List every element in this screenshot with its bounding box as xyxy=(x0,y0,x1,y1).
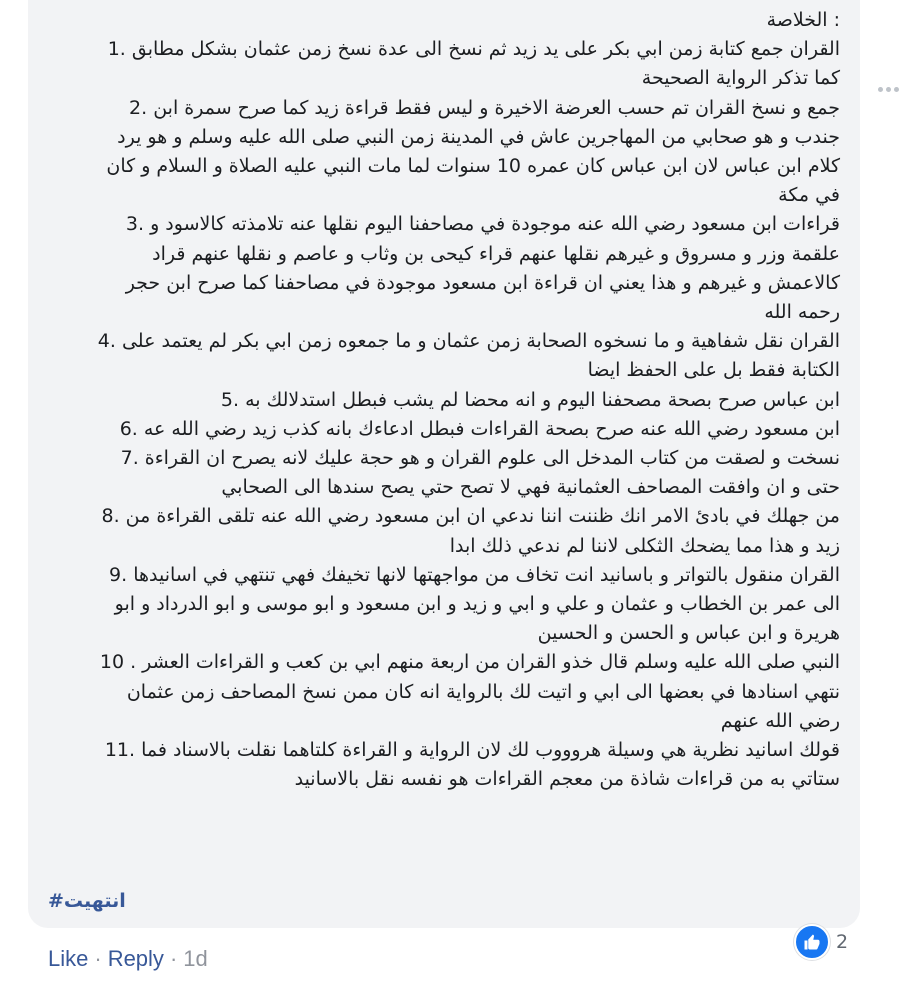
comment-line: القران جمع كتابة زمن ابي بكر على يد زيد ثم نسخ الى عدة نسخ زمن عثمان بشكل مطابق .1 xyxy=(107,38,840,61)
comment-line: كالاعمش و غيرهم و هذا يعني ان قراءة ابن مسعود موجودة في مصاحفنا كما صرح ابن حجر xyxy=(125,271,840,294)
comment-line: قولك اسانيد نظرية هي وسيلة هروووب لك لان الرواية و القراءة كلتاهما نقلت بالاسناد فما .11 xyxy=(104,739,840,762)
reactions-summary[interactable] xyxy=(794,924,848,960)
comment-line: حتى و ان وافقت المصاحف العثمانية فهي لا تصح حتي يصح سندها الى الصحابي xyxy=(221,476,840,499)
comment-line: رحمه الله xyxy=(764,301,840,324)
like-icon xyxy=(794,924,830,960)
comment-line: كما تذكر الرواية الصحيحة xyxy=(641,67,840,90)
comment-line: جمع و نسخ القران تم حسب العرضة الاخيرة و ليس فقط قراءة زيد كما صرح سمرة ابن .2 xyxy=(129,96,840,119)
comment-line: القران منقول بالتواتر و باسانيد انت تخاف من مواجهتها لانها تخيفك فهي تنتهي في اسانيدها .9 xyxy=(109,563,840,586)
comment-heading: : الخلاصة xyxy=(766,9,840,31)
like-button[interactable]: Like xyxy=(48,946,89,971)
timestamp[interactable]: 1d xyxy=(183,946,208,971)
comment-line: نسخت و لصقت من كتاب المدخل الى علوم القران و هو حجة عليك لانه يصرح ان القراءة .7 xyxy=(120,447,840,470)
comment-line: في مكة xyxy=(778,184,840,207)
comment-line: من جهلك في بادئ الامر انك ظننت اننا ندعي ان ابن مسعود رضي الله عنه تلقى القراءة من .8 xyxy=(101,505,840,528)
comment-body xyxy=(46,0,840,794)
comment-bubble xyxy=(28,0,860,928)
comment-line: رضي الله عنهم xyxy=(720,709,840,732)
separator: · xyxy=(94,946,102,971)
comment-line: الكتابة فقط بل على الحفظ ايضا xyxy=(587,359,840,382)
comment-line: كلام ابن عباس لان ابن عباس كان عمره 10 سنوات لما مات النبي عليه الصلاة و السلام و كان xyxy=(106,155,840,178)
comment-line: ستاتي به من قراءات شاذة من معجم القراءات هو نفسه نقل بالاسانيد xyxy=(294,768,840,791)
comment-line: قراءات ابن مسعود رضي الله عنه موجودة في مصاحفنا اليوم نقلها عنه تلامذته كالاسود و .3 xyxy=(125,213,840,236)
reply-button[interactable]: Reply xyxy=(107,946,164,971)
comment-line: هريرة و ابن عباس و الحسن و الحسين xyxy=(537,622,840,645)
comment-line: القران نقل شفاهية و ما نسخوه الصحابة زمن عثمان و ما جمعوه زمن ابي بكر لم يعتمد على .4 xyxy=(97,330,840,353)
comment-actions xyxy=(48,944,208,974)
comment-line: النبي صلى الله عليه وسلم قال خذو القران من اربعة منهم ابي بن كعب و القراءات العشر . 10 xyxy=(99,651,840,674)
hashtag-link[interactable]: انتهيت# xyxy=(48,890,126,912)
comment-line: جندب و هو صحابي من المهاجرين عاش في المدينة زمن النبي صلى الله عليه وسلم و هو يرد xyxy=(117,125,840,148)
comment-line: نتهي اسنادها في بعضها الى ابي و اتيت لك بالرواية انه كان ممن نسخ المصاحف زمن عثمان xyxy=(126,680,840,703)
comment-line: علقمة وزر و مسروق و غيرهم نقلها عنهم قراء كيحى بن وثاب و عاصم و نقلها عنهم قراد xyxy=(152,242,840,265)
comment-line: ابن عباس صرح بصحة مصحفنا اليوم و انه محضا لم يشب فبطل استدلالك به .5 xyxy=(220,388,840,411)
thumbs-up-icon xyxy=(803,933,821,951)
separator: · xyxy=(169,946,178,971)
more-options-icon[interactable] xyxy=(878,82,900,96)
comment-line: زيد و هذا مما يضحك الثكلى لاننا لم ندعي ذلك ابدا xyxy=(449,534,840,557)
reaction-count: 2 xyxy=(836,931,849,953)
comment-line: الى عمر بن الخطاب و عثمان و علي و ابي و زيد و ابن مسعود و ابو موسى و ابو الدرداد و ابو xyxy=(114,593,840,616)
comment-line: ابن مسعود رضي الله عنه صرح بصحة القراءات فبطل ادعاءك بانه كذب زيد رضي الله عه .6 xyxy=(119,417,840,440)
